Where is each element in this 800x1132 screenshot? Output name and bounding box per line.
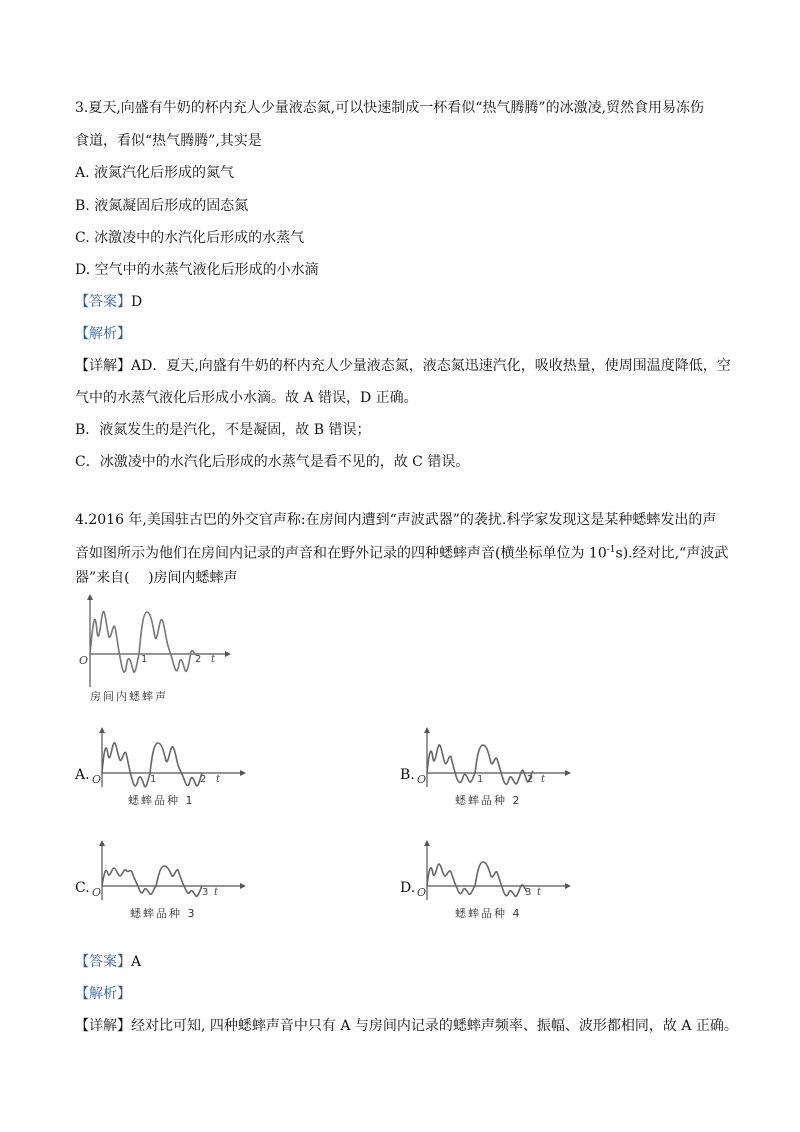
q4-answer-value: A: [131, 954, 142, 970]
option-d-tick-origin: O: [417, 886, 427, 899]
q4-detail-text1: 经对比可知, 四种蟋蟀声音中只有 A 与房间内记录的蟋蟀声频率、振幅、波形都相同，故 A 正确。: [131, 1018, 738, 1034]
q3-option-a: A. 液氮汽化后形成的氮气: [75, 165, 235, 181]
option-b-tick-2: 2: [527, 774, 534, 785]
option-a-tick-origin: O: [92, 773, 102, 786]
q3-detail-text1: AD．夏天,向盛有牛奶的杯内充人少量液态氮，液态氮迅速汽化，吸收热量，使周围温度降低，空: [131, 358, 731, 374]
q4-option-c-label: C.: [75, 880, 90, 896]
q4-detail-tag: 【详解】: [75, 1018, 131, 1034]
q4-option-b-label: B.: [400, 767, 415, 783]
q4-answer: [75, 952, 141, 972]
q3-option-d: D. 空气中的水蒸气液化后形成的小水滴: [75, 262, 319, 278]
q3-option-c: C. 冰激凌中的水汽化后形成的水蒸气: [75, 230, 305, 246]
q4-stem-line3: 器”来自( )房间内蟋蟀声: [75, 570, 238, 586]
option-d-tick-3: 3: [525, 887, 532, 898]
room-tick-t: t: [211, 654, 216, 665]
option-b-tick-1: 1: [477, 774, 484, 785]
option-b-tick-origin: O: [417, 773, 427, 786]
q3-analysis-tag: 【解析】: [75, 326, 131, 342]
q3-detail-line2: 气中的水蒸气液化后形成小水滴。故 A 错误，D 正确。: [75, 390, 418, 406]
option-a-waveform-figure: [90, 725, 250, 807]
q3-detail-tag: 【详解】: [75, 358, 131, 374]
q3-answer-value: D: [131, 294, 143, 310]
room-tick-1: 1: [141, 654, 148, 665]
q4-stem-line2a: 音如图所示为他们在房间内记录的声音和在野外记录的四种蟋蟀声音(横坐标单位为 10: [75, 545, 607, 562]
room-waveform-figure: [75, 592, 235, 702]
q4-answer-tag: 【答案】: [75, 954, 131, 970]
q4-analysis-tag: 【解析】: [75, 986, 131, 1002]
q3-detail-line1: [75, 356, 731, 376]
option-a-tick-2: 2: [200, 774, 207, 785]
option-c-tick-3: 3: [202, 887, 209, 898]
option-b-caption: 蟋蟀品种 2: [455, 794, 522, 807]
option-d-tick-t: t: [537, 887, 542, 898]
option-b-tick-t: t: [541, 774, 546, 785]
q4-stem-line2b: s).经对比,“声波武: [615, 545, 729, 562]
option-c-tick-origin: O: [92, 886, 102, 899]
q4-stem-line2: [75, 540, 728, 564]
q3-stem-line1: 3.夏天,向盛有牛奶的杯内充人少量液态氮,可以快速制成一杯看似“热气腾腾”的冰激凌,贸然食用易冻伤: [75, 100, 705, 116]
q3-detail-line3: B．液氮发生的是汽化，不是凝固，故 B 错误；: [75, 422, 371, 438]
room-tick-2: 2: [195, 654, 202, 665]
q3-answer-tag: 【答案】: [75, 294, 131, 310]
q3-option-b: B. 液氮凝固后形成的固态氮: [75, 198, 249, 214]
q4-option-d-label: D.: [400, 880, 416, 896]
option-c-waveform-figure: [90, 838, 250, 920]
option-a-tick-t: t: [216, 774, 221, 785]
q4-stem-line1: 4.2016 年,美国驻古巴的外交官声称:在房间内遭到“声波武器”的袭扰.科学家发现这是某种蟋蟀发出的声: [75, 512, 717, 528]
q3-detail-line4: C．冰激凌中的水汽化后形成的水蒸气是看不见的，故 C 错误。: [75, 454, 470, 470]
q3-answer: [75, 292, 142, 312]
option-b-waveform-figure: [415, 725, 575, 807]
q3-stem-line2: 食道，看似“热气腾腾”,其实是: [75, 133, 262, 149]
option-d-caption: 蟋蟀品种 4: [455, 907, 522, 920]
room-waveform-svg: [75, 592, 235, 702]
room-tick-origin: O: [79, 654, 89, 667]
option-c-caption: 蟋蟀品种 3: [130, 907, 197, 920]
option-a-caption: 蟋蟀品种 1: [128, 794, 195, 807]
q4-stem-exponent: -1: [606, 545, 616, 555]
room-waveform-caption: 房间内蟋蟀声: [90, 690, 168, 703]
q4-detail-line1: [75, 1016, 738, 1036]
q4-option-a-label: A.: [75, 767, 90, 783]
option-a-tick-1: 1: [150, 774, 157, 785]
option-c-tick-t: t: [214, 887, 219, 898]
option-d-waveform-figure: [415, 838, 575, 920]
